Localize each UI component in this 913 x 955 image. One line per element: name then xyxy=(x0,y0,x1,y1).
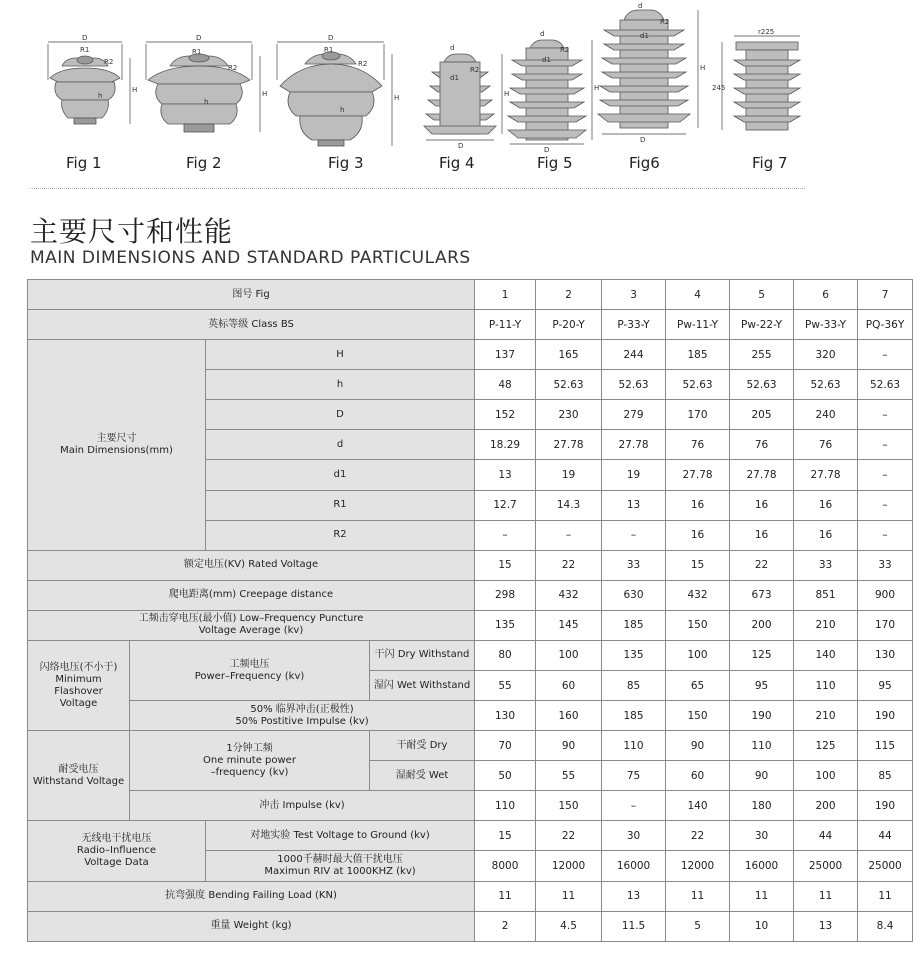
table-cell: 52.63 xyxy=(666,370,730,400)
table-cell: 673 xyxy=(730,580,794,610)
table-cell: 27.78 xyxy=(536,430,602,460)
table-cell: 13 xyxy=(602,881,666,911)
table-cell: 240 xyxy=(794,400,858,430)
flashover-dry-row xyxy=(28,640,913,670)
main-dimensions-label: 主要尺寸 Main Dimensions(mm) xyxy=(28,340,206,551)
table-cell: 80 xyxy=(475,640,536,670)
table-cell: – xyxy=(858,430,913,460)
page-title-english: MAIN DIMENSIONS AND STANDARD PARTICULARS xyxy=(30,248,471,268)
table-cell: 125 xyxy=(730,640,794,670)
table-cell: 27.78 xyxy=(730,460,794,490)
table-cell: 298 xyxy=(475,580,536,610)
dim-label: H xyxy=(206,340,475,370)
table-cell: 90 xyxy=(730,761,794,791)
dry-withstand-label: 干闪 Dry Withstand xyxy=(370,640,475,670)
table-cell: 4 xyxy=(666,280,730,310)
table-cell: 137 xyxy=(475,340,536,370)
table-cell: – xyxy=(858,460,913,490)
svg-text:R2: R2 xyxy=(104,58,114,66)
table-cell: 4.5 xyxy=(536,911,602,941)
svg-text:R1: R1 xyxy=(192,48,202,56)
bending-row xyxy=(28,881,913,911)
table-cell: 50 xyxy=(475,761,536,791)
svg-text:R2: R2 xyxy=(470,66,480,74)
table-cell: 11 xyxy=(858,881,913,911)
svg-text:h: h xyxy=(204,98,209,106)
table-cell: 14.3 xyxy=(536,490,602,520)
table-cell: 150 xyxy=(536,791,602,821)
table-cell: 11 xyxy=(730,881,794,911)
table-cell: – xyxy=(858,490,913,520)
fig-4-label: Fig 4 xyxy=(439,154,475,172)
table-cell: 165 xyxy=(536,340,602,370)
table-cell: 16 xyxy=(666,490,730,520)
table-cell: 65 xyxy=(666,671,730,701)
fig-1-label: Fig 1 xyxy=(66,154,102,172)
table-cell: 130 xyxy=(858,640,913,670)
dim-label: R2 xyxy=(206,520,475,550)
table-cell: Pw-22-Y xyxy=(730,310,794,340)
svg-text:h: h xyxy=(340,106,345,114)
table-cell: 8.4 xyxy=(858,911,913,941)
table-cell: 52.63 xyxy=(794,370,858,400)
specifications-table xyxy=(27,279,913,942)
table-cell: 52.63 xyxy=(730,370,794,400)
svg-text:d1: d1 xyxy=(542,56,551,64)
table-cell: 110 xyxy=(794,671,858,701)
table-cell: – xyxy=(602,520,666,550)
table-cell: 33 xyxy=(602,550,666,580)
table-cell: 30 xyxy=(602,821,666,851)
table-cell: 210 xyxy=(794,701,858,731)
table-cell: 185 xyxy=(602,610,666,640)
table-cell: 100 xyxy=(536,640,602,670)
dry-label: 干耐受 Dry xyxy=(370,731,475,761)
table-cell: 152 xyxy=(475,400,536,430)
class-row xyxy=(28,310,913,340)
table-cell: 22 xyxy=(536,550,602,580)
table-cell: 22 xyxy=(666,821,730,851)
fig-6-label: Fig6 xyxy=(629,154,660,172)
table-cell: 90 xyxy=(666,731,730,761)
svg-text:D: D xyxy=(328,34,334,42)
table-cell: 190 xyxy=(858,791,913,821)
table-cell: Pw-11-Y xyxy=(666,310,730,340)
table-cell: 230 xyxy=(536,400,602,430)
table-cell: 85 xyxy=(858,761,913,791)
insulator-fig-2-drawing xyxy=(146,34,267,132)
flashover-impulse-row xyxy=(28,701,913,731)
creepage-label: 爬电距离(mm) Creepage distance xyxy=(28,580,475,610)
table-cell: 16000 xyxy=(730,851,794,881)
table-cell: 5 xyxy=(730,280,794,310)
svg-text:H: H xyxy=(132,86,138,94)
table-cell: 30 xyxy=(730,821,794,851)
table-cell: 44 xyxy=(858,821,913,851)
weight-label: 重量 Weight (kg) xyxy=(28,911,475,941)
table-cell: 25000 xyxy=(794,851,858,881)
fig-5-label: Fig 5 xyxy=(537,154,573,172)
table-cell: 19 xyxy=(536,460,602,490)
table-cell: 210 xyxy=(794,610,858,640)
table-cell: 170 xyxy=(858,610,913,640)
svg-text:h: h xyxy=(98,92,103,100)
withstand-impulse-row xyxy=(28,791,913,821)
insulator-fig-1-drawing xyxy=(48,34,137,124)
svg-text:H: H xyxy=(700,64,706,72)
svg-text:R2: R2 xyxy=(358,60,368,68)
dim-label: h xyxy=(206,370,475,400)
dim-label: d1 xyxy=(206,460,475,490)
power-frequency-label: 工频电压 Power–Frequency (kv) xyxy=(130,640,370,700)
table-cell: 205 xyxy=(730,400,794,430)
table-cell: 12000 xyxy=(536,851,602,881)
table-cell: 279 xyxy=(602,400,666,430)
table-cell: 6 xyxy=(794,280,858,310)
table-cell: 13 xyxy=(794,911,858,941)
table-cell: 110 xyxy=(602,731,666,761)
radio-influence-label: 无线电干扰电压 Radio–Influence Voltage Data xyxy=(28,821,206,881)
svg-text:H: H xyxy=(262,90,268,98)
table-cell: 10 xyxy=(730,911,794,941)
bending-label: 抗弯强度 Bending Failing Load (KN) xyxy=(28,881,475,911)
table-cell: 11.5 xyxy=(602,911,666,941)
table-cell: 150 xyxy=(666,610,730,640)
table-cell: 320 xyxy=(794,340,858,370)
table-cell: 76 xyxy=(666,430,730,460)
svg-text:R2: R2 xyxy=(660,18,670,26)
table-cell: – xyxy=(858,520,913,550)
fig-3-label: Fig 3 xyxy=(328,154,364,172)
table-cell: 27.78 xyxy=(602,430,666,460)
table-cell: 7 xyxy=(858,280,913,310)
table-cell: 55 xyxy=(536,761,602,791)
fig-7-label: Fig 7 xyxy=(752,154,788,172)
table-cell: 2 xyxy=(536,280,602,310)
table-cell: 140 xyxy=(666,791,730,821)
dim-row-H xyxy=(28,340,913,370)
table-cell: 55 xyxy=(475,671,536,701)
table-cell: 11 xyxy=(475,881,536,911)
table-cell: 16 xyxy=(730,520,794,550)
table-cell: 16000 xyxy=(602,851,666,881)
riv-test-row xyxy=(28,821,913,851)
table-cell: 16 xyxy=(794,490,858,520)
table-cell: P-20-Y xyxy=(536,310,602,340)
table-cell: 13 xyxy=(602,490,666,520)
svg-text:d1: d1 xyxy=(640,32,649,40)
table-cell: 135 xyxy=(475,610,536,640)
table-cell: 15 xyxy=(475,550,536,580)
dotted-divider xyxy=(30,188,805,189)
svg-text:d1: d1 xyxy=(450,74,459,82)
table-cell: Pw-33-Y xyxy=(794,310,858,340)
table-cell: 8000 xyxy=(475,851,536,881)
table-cell: 60 xyxy=(536,671,602,701)
table-cell: 180 xyxy=(730,791,794,821)
table-cell: 1 xyxy=(475,280,536,310)
creepage-row xyxy=(28,580,913,610)
svg-text:H: H xyxy=(394,94,400,102)
table-cell: 16 xyxy=(794,520,858,550)
table-cell: 27.78 xyxy=(794,460,858,490)
table-cell: 33 xyxy=(858,550,913,580)
table-cell: 12000 xyxy=(666,851,730,881)
table-cell: 52.63 xyxy=(858,370,913,400)
table-cell: 170 xyxy=(666,400,730,430)
table-cell: PQ-36Y xyxy=(858,310,913,340)
table-cell: 76 xyxy=(794,430,858,460)
table-cell: 135 xyxy=(602,640,666,670)
table-cell: 18.29 xyxy=(475,430,536,460)
wet-withstand-label: 湿闪 Wet Withstand xyxy=(370,671,475,701)
svg-text:d: d xyxy=(638,2,643,10)
table-cell: 851 xyxy=(794,580,858,610)
table-cell: 76 xyxy=(730,430,794,460)
table-cell: 70 xyxy=(475,731,536,761)
table-cell: 15 xyxy=(475,821,536,851)
max-riv-label: 1000千赫时最大值干扰电压 Maximun RIV at 1000KHZ (kv) xyxy=(206,851,475,881)
rated-voltage-label: 额定电压(KV) Rated Voltage xyxy=(28,550,475,580)
fig-row xyxy=(28,280,913,310)
table-cell: 110 xyxy=(475,791,536,821)
table-cell: 85 xyxy=(602,671,666,701)
table-cell: 48 xyxy=(475,370,536,400)
table-cell: 90 xyxy=(536,731,602,761)
test-voltage-label: 对地实验 Test Voltage to Ground (kv) xyxy=(206,821,475,851)
table-cell: 900 xyxy=(858,580,913,610)
table-cell: 95 xyxy=(858,671,913,701)
table-cell: – xyxy=(858,340,913,370)
table-cell: 130 xyxy=(475,701,536,731)
table-cell: 140 xyxy=(794,640,858,670)
table-cell: 33 xyxy=(794,550,858,580)
insulator-fig-7-drawing xyxy=(712,28,800,130)
table-cell: 110 xyxy=(730,731,794,761)
table-cell: 255 xyxy=(730,340,794,370)
withstand-dry-row xyxy=(28,731,913,761)
puncture-label: 工频击穿电压(最小值) Low–Frequency Puncture Voltage Average (kv) xyxy=(28,610,475,640)
table-cell: P-33-Y xyxy=(602,310,666,340)
table-cell: 11 xyxy=(666,881,730,911)
table-cell: 60 xyxy=(666,761,730,791)
table-cell: 190 xyxy=(730,701,794,731)
table-cell: 75 xyxy=(602,761,666,791)
table-cell: 44 xyxy=(794,821,858,851)
table-cell: – xyxy=(858,400,913,430)
flashover-label: 闪络电压(不小于) Minimum Flashover Voltage xyxy=(28,640,130,730)
svg-text:245: 245 xyxy=(712,84,726,92)
withstand-voltage-label: 耐受电压 Withstand Voltage xyxy=(28,731,130,821)
table-cell: 11 xyxy=(794,881,858,911)
table-cell: 2 xyxy=(475,911,536,941)
rated-voltage-row xyxy=(28,550,913,580)
table-cell: 13 xyxy=(475,460,536,490)
table-cell: 25000 xyxy=(858,851,913,881)
dim-label: R1 xyxy=(206,490,475,520)
insulator-fig-5-drawing xyxy=(508,30,599,154)
svg-text:D: D xyxy=(196,34,202,42)
table-cell: 100 xyxy=(794,761,858,791)
table-cell: 185 xyxy=(602,701,666,731)
table-cell: 432 xyxy=(536,580,602,610)
svg-text:D: D xyxy=(544,146,550,154)
table-cell: 52.63 xyxy=(602,370,666,400)
svg-text:D: D xyxy=(640,136,646,144)
table-cell: 200 xyxy=(730,610,794,640)
one-minute-label: 1分钟工频 One minute power –frequency (kv) xyxy=(130,731,370,791)
table-cell: 150 xyxy=(666,701,730,731)
page-title-chinese: 主要尺寸和性能 xyxy=(30,215,234,248)
impulse-label: 冲击 Impulse (kv) xyxy=(130,791,475,821)
table-cell: 27.78 xyxy=(666,460,730,490)
table-cell: – xyxy=(536,520,602,550)
svg-text:d: d xyxy=(450,44,455,52)
weight-row xyxy=(28,911,913,941)
table-cell: 16 xyxy=(666,520,730,550)
svg-text:H: H xyxy=(504,90,510,98)
table-cell: 3 xyxy=(602,280,666,310)
table-cell: 244 xyxy=(602,340,666,370)
table-cell: 432 xyxy=(666,580,730,610)
table-cell: 22 xyxy=(536,821,602,851)
table-cell: P-11-Y xyxy=(475,310,536,340)
figure-strip xyxy=(0,0,830,200)
table-cell: – xyxy=(602,791,666,821)
table-cell: 200 xyxy=(794,791,858,821)
svg-text:R2: R2 xyxy=(560,46,570,54)
svg-text:d: d xyxy=(540,30,545,38)
table-cell: 185 xyxy=(666,340,730,370)
class-header: 英标等级 Class BS xyxy=(28,310,475,340)
svg-text:R2: R2 xyxy=(228,64,238,72)
puncture-row xyxy=(28,610,913,640)
table-cell: 95 xyxy=(730,671,794,701)
table-cell: 12.7 xyxy=(475,490,536,520)
svg-text:D: D xyxy=(458,142,464,150)
table-cell: 19 xyxy=(602,460,666,490)
svg-text:H: H xyxy=(594,84,600,92)
fig-2-label: Fig 2 xyxy=(186,154,222,172)
dim-label: d xyxy=(206,430,475,460)
insulator-fig-3-drawing xyxy=(277,34,399,146)
insulator-fig-4-drawing xyxy=(424,44,509,150)
table-cell: 115 xyxy=(858,731,913,761)
table-cell: 5 xyxy=(666,911,730,941)
table-cell: 11 xyxy=(536,881,602,911)
insulator-fig-6-drawing xyxy=(598,2,705,144)
fig-header: 图号 Fig xyxy=(28,280,475,310)
positive-impulse-label: 50% 临界冲击(正极性) 50% Postitive Impulse (kv) xyxy=(130,701,475,731)
svg-text:R1: R1 xyxy=(80,46,90,54)
svg-text:r225: r225 xyxy=(758,28,775,36)
table-cell: 160 xyxy=(536,701,602,731)
table-cell: 100 xyxy=(666,640,730,670)
wet-label: 湿耐受 Wet xyxy=(370,761,475,791)
table-cell: 52.63 xyxy=(536,370,602,400)
dim-label: D xyxy=(206,400,475,430)
table-cell: 15 xyxy=(666,550,730,580)
table-cell: 145 xyxy=(536,610,602,640)
table-cell: 630 xyxy=(602,580,666,610)
svg-text:D: D xyxy=(82,34,88,42)
table-cell: 125 xyxy=(794,731,858,761)
table-cell: 22 xyxy=(730,550,794,580)
table-cell: 190 xyxy=(858,701,913,731)
table-cell: 16 xyxy=(730,490,794,520)
table-cell: – xyxy=(475,520,536,550)
svg-text:R1: R1 xyxy=(324,46,334,54)
